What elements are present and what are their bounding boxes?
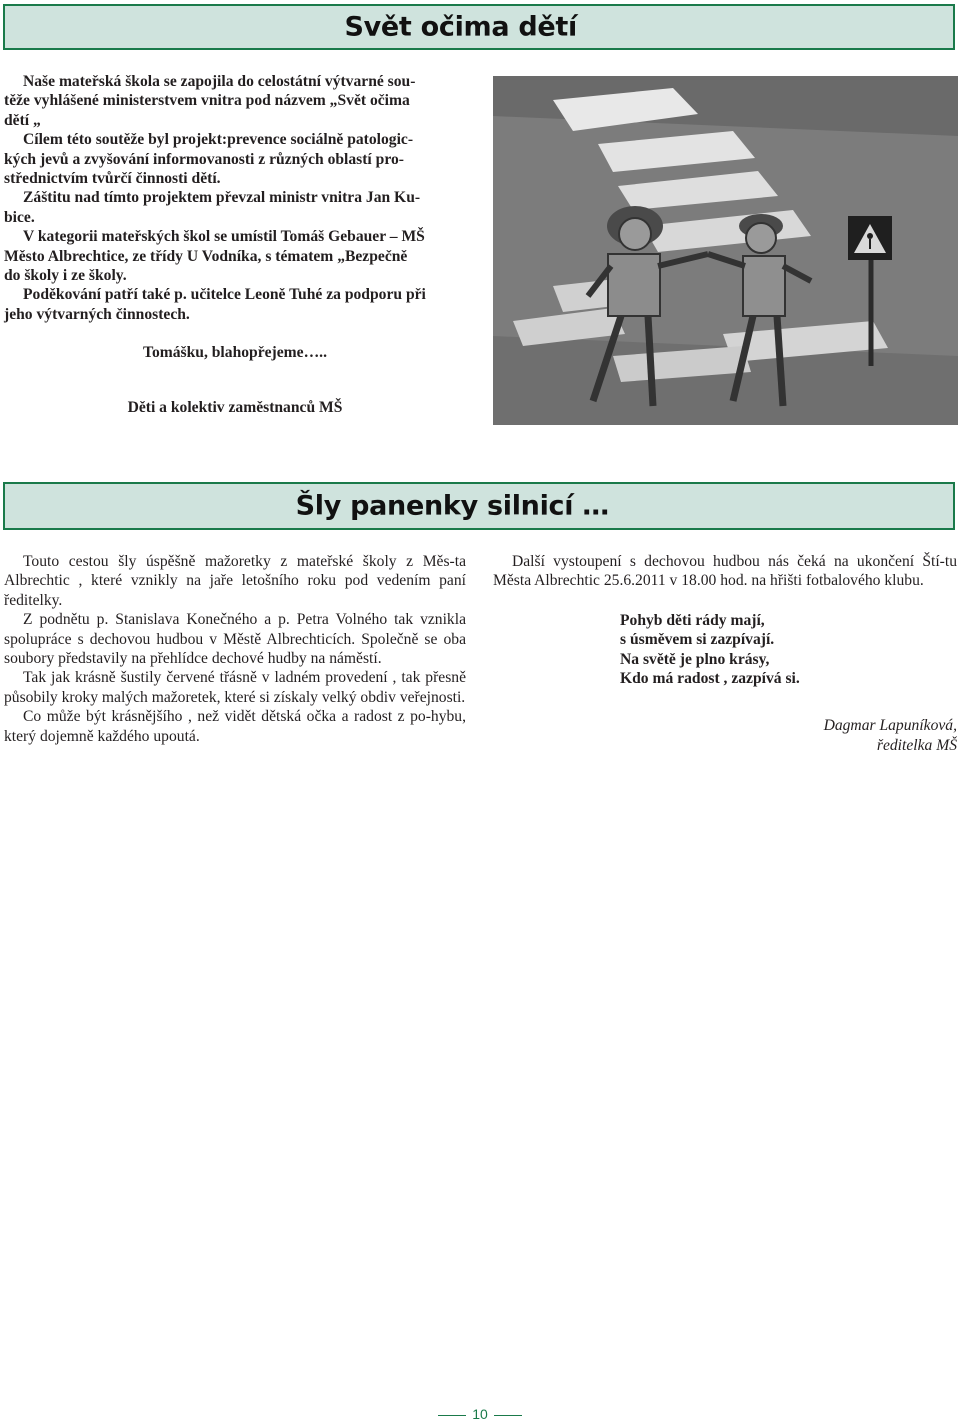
child-drawing-crosswalk xyxy=(493,76,958,425)
article-paragraph: Další vystoupení s dechovou hudbou nás čeká na ukončení Ští-tu Města Albrechtic 25.6.2011 v 18.00 hod. na hřišti fotbalového klubu. xyxy=(493,553,957,590)
section-banner-sly-panenky xyxy=(3,482,955,530)
section-title: Svět očima dětí xyxy=(344,11,577,43)
signature xyxy=(493,716,957,755)
article-paragraph: Touto cestou šly úspěšně mažoretky z mateřské školy z Měs-ta Albrechtic , které vznikly na jaře letošního roku pod vedením paní ředitelky. xyxy=(4,553,466,609)
footer-rule-right xyxy=(494,1415,522,1416)
signature-role: ředitelka MŠ xyxy=(876,736,957,754)
winner-paragraph: V kategorii mateřských škol se umístil Tomáš Gebauer – MŠ Město Albrechtice, ze třídy U Vodníka, s tématem „Bezpečně do školy i ze školy. xyxy=(4,228,425,285)
closing-line: Děti a kolektiv zaměstnanců MŠ xyxy=(127,398,343,416)
section-title: Šly panenky silnicí … xyxy=(295,490,609,522)
poem-line: Na světě je plno krásy, xyxy=(620,650,770,668)
article-paragraph: Tak jak krásně šustily červené třásně v ladném provedení , tak přesně působily kroky malých mažoretek, které si získaly velký obdiv veřejnosti. xyxy=(4,669,466,706)
poem-line: s úsměvem si zazpívají. xyxy=(620,631,775,649)
intro-paragraph: Naše mateřská škola se zapojila do celostátní výtvarné sou- těže vyhlášené ministerstvem vnitra pod názvem „Svět očima dětí „ xyxy=(4,73,416,129)
intro-article xyxy=(4,72,466,417)
signature-name: Dagmar Lapuníková, xyxy=(823,717,957,735)
footer-rule-left xyxy=(438,1415,466,1416)
section-banner-svet-ocima-deti xyxy=(3,4,955,50)
poem-line: Pohyb děti rády mají, xyxy=(620,611,765,629)
goal-paragraph: Cílem této soutěže byl projekt:prevence sociálně patologic- kých jevů a zvyšování informovanosti z různých oblastí pro- střednictvím tvůrčí činnosti dětí. xyxy=(4,131,414,188)
thanks-paragraph: Poděkování patří také p. učitelce Leoně Tuhé za podporu při jeho výtvarných činnostech. xyxy=(4,286,426,323)
page-number: 10 xyxy=(472,1406,488,1422)
congrats-line: Tomášku, blahopřejeme….. xyxy=(143,344,327,362)
poem xyxy=(620,611,957,689)
patronage-paragraph: Záštitu nad tímto projektem převzal ministr vnitra Jan Ku- bice. xyxy=(4,189,421,226)
article-paragraph: Z podnětu p. Stanislava Konečného a p. Petra Volného tak vznikla spolupráce s dechovou hudbou v Městě Albrechticích. Společně se oba soubory představily na přehlídce dechové hudby na náměstí. xyxy=(4,611,466,668)
page-footer xyxy=(0,1406,960,1422)
poem-line: Kdo má radost , zazpívá si. xyxy=(620,670,800,688)
article-left-column xyxy=(4,552,466,746)
article-paragraph: Co může být krásnějšího , než vidět dětská očka a radost z po-hybu, který dojemně každého upoutá. xyxy=(4,708,466,745)
article-right-column xyxy=(493,552,957,755)
